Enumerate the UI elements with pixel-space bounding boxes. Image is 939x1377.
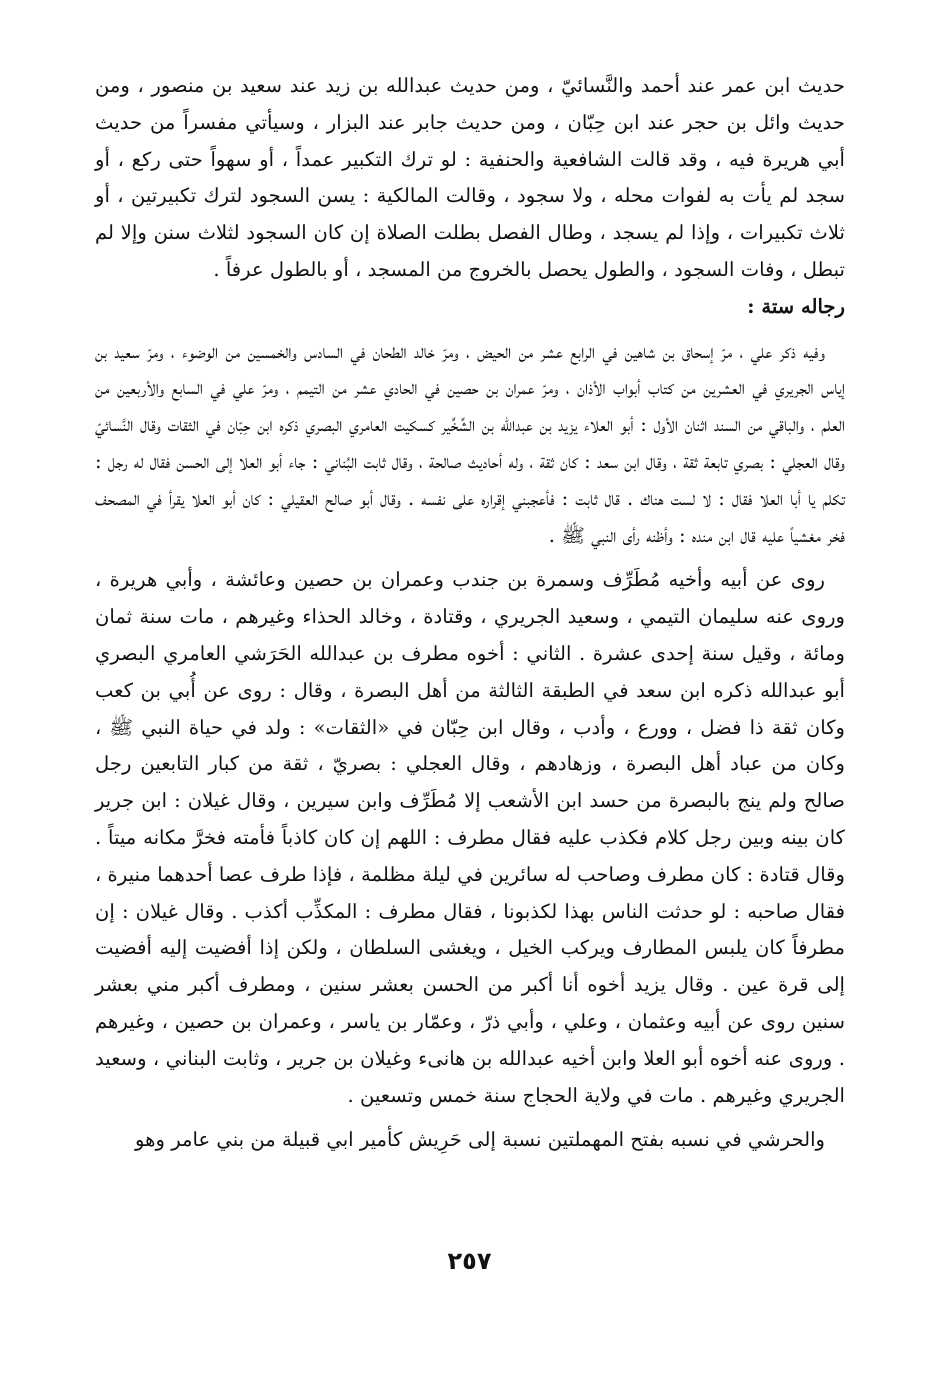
- paragraph-narrators-intro: وفيه ذكر علي ، مرّ إسحاق بن شاهين في الرابع عشر من الحيض ، ومرّ خالد الطحان في السادس والخمسين من الوضوء ، ومرّ سعيد بن إياس الجريري في العشرين من كتاب أبواب الأذان ، ومرّ عمران بن حصين في الحادي عشر من التيمم ، ومرّ علي في السابع والأربعين من العلم ، والباقي من السند اثنان الأول : أبو العلاء يزيد بن عبدالله بن الشِّخِّير كسكيت العامري البصري ذكره ابن حِبّان في الثقات وقال النَّسائيّ وقال العجلي : بصري تابعة ثقة ، وقال ابن سعد : كان ثقة ، وله أحاديث صالحة ، وقال ثابت البُناني : جاء أبو العلا إلى الحسن فقال له رجل : تكلم يا أبا العلا فقال : لا لست هناك . قال ثابت : فأعجبني إقراره على نفسه . وقال أبو صالح العقيلي : كان أبو العلا يقرأ في المصحف فخر مغشياً عليه قال ابن منده : وأظنه رأى النبي ﷺ .: [95, 339, 845, 547]
- page-body: [95, 68, 845, 1159]
- section-heading-narrators: رجاله ستة :: [747, 294, 845, 318]
- paragraph-nisba-note: والحرشي في نسبه بفتح المهملتين نسبة إلى حَرِيش كأمير ابي قبيلة من بني عامر وهو: [135, 1128, 825, 1152]
- page-number: ٢٥٧: [447, 1247, 492, 1275]
- paragraph-hadith-rulings: حديث ابن عمر عند أحمد والنَّسائيّ ، ومن حديث عبدالله بن زيد عند سعيد بن منصور ، ومن حديث وائل بن حجر عند ابن حِبّان ، ومن حديث جابر عند البزار ، وسيأتي مفسراً من حديث أبي هريرة فيه ، وقد قالت الشافعية والحنفية : لو ترك التكبير عمداً ، أو سهواً حتى ركع ، أو سجد لم يأت به لفوات محله ، ولا سجود ، وقالت المالكية : يسن السجود لترك تكبيرتين ، أو ثلاث تكبيرات ، وإذا لم يسجد ، وطال الفصل بطلت الصلاة إن كان السجود لثلاث سنن وإلا لم تبطل ، وفات السجود ، والطول يحصل بالخروج من المسجد ، أو بالطول عرفاً .: [95, 74, 845, 281]
- paragraph-narrator-biography: روى عن أبيه وأخيه مُطَرِّف وسمرة بن جندب وعمران بن حصين وعائشة ، وأبي هريرة ، وروى عنه سليمان التيمي ، وسعيد الجريري ، وقتادة ، وخالد الحذاء وغيرهم ، مات سنة ثمان ومائة ، وقيل سنة إحدى عشرة . الثاني : أخوه مطرف بن عبدالله الحَرَشي العامري البصري أبو عبدالله ذكره ابن سعد في الطبقة الثالثة من أهل البصرة ، وقال : روى عن أُبي بن كعب وكان ثقة ذا فضل ، وورع ، وأدب ، وقال ابن حِبّان في «الثقات» : ولد في حياة النبي ﷺ ، وكان من عباد أهل البصرة ، وزهادهم ، وقال العجلي : بصريّ ، ثقة من كبار التابعين رجل صالح ولم ينج بالبصرة من حسد ابن الأشعب إلا مُطَرِّف وابن سيرين ، وقال غيلان : ابن جرير كان بينه وبين رجل كلام فكذب عليه فقال مطرف : اللهم إن كان كاذباً فأمته فخرَّ مكانه ميتاً . وقال قتادة : كان مطرف وصاحب له سائرين في ليلة مظلمة ، فإذا طرف عصا أحدهما منيرة ، فقال صاحبه : لو حدثت الناس بهذا لكذبونا ، فقال مطرف : المكذِّب أكذب . وقال غيلان : إن مطرفاً كان يلبس المطارف ويركب الخيل ، ويغشى السلطان ، ولكن إذا أفضيت إليه أفضيت إلى قرة عين . وقال يزيد أخوه أنا أكبر من الحسن بعشر سنين ، ومطرف أكبر مني بعشر سنين روى عن أبيه وعثمان ، وعلي ، وأبي ذرّ ، وعمّار بن ياسر ، وعمران بن حصين ، وغيرهم . وروى عنه أخوه أبو العلا وابن أخيه عبدالله بن هانىء وغيلان بن جرير ، وثابت البناني ، وسعيد الجريري وغيرهم . مات في ولاية الحجاج سنة خمس وتسعين .: [95, 568, 845, 1107]
